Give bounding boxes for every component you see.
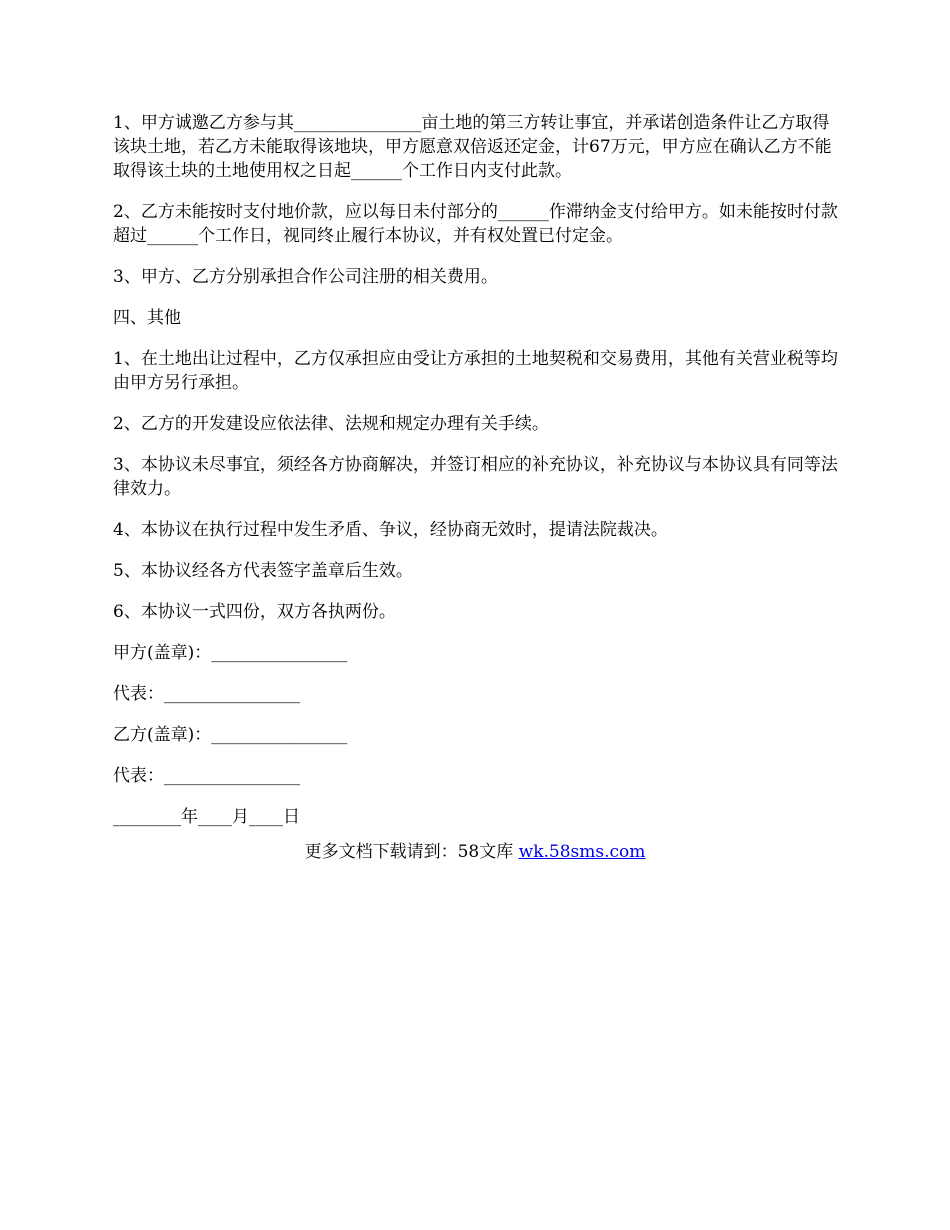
clause-1: 1、甲方诚邀乙方参与其_______________亩土地的第三方转让事宜，并承诺创造条件让乙方取得该块土地，若乙方未能取得该地块，甲方愿意双倍返还定金，计67万元，甲方应在确认乙方不能取得该土块的土地使用权之日起______个工作日内支付此款。 xyxy=(113,113,832,181)
document-body xyxy=(113,111,843,846)
other-clause-4: 4、本协议在执行过程中发生矛盾、争议，经协商无效时，提请法院裁决。 xyxy=(113,520,668,540)
clause-2: 2、乙方未能按时支付地价款，应以每日未付部分的______作滞纳金支付给甲方。如未能按时付款超过______个工作日，视同终止履行本协议，并有权处置已付定金。 xyxy=(113,202,838,246)
other-clause-3: 3、本协议未尽事宜，须经各方协商解决，并签订相应的补充协议，补充协议与本协议具有同等法律效力。 xyxy=(113,455,838,499)
party-b-representative-line: 代表：________________ xyxy=(113,766,300,786)
party-b-seal-line: 乙方(盖章)：________________ xyxy=(113,725,348,745)
party-a-representative-line: 代表：________________ xyxy=(113,684,300,704)
other-clause-5: 5、本协议经各方代表签字盖章后生效。 xyxy=(113,561,413,581)
clause-3: 3、甲方、乙方分别承担合作公司注册的相关费用。 xyxy=(113,267,498,287)
other-clause-2: 2、乙方的开发建设应依法律、法规和规定办理有关手续。 xyxy=(113,414,549,434)
footer-link[interactable]: wk.58sms.com xyxy=(518,842,646,862)
footer-text: 更多文档下载请到：58文库 xyxy=(304,842,519,862)
footer xyxy=(0,840,950,864)
party-a-seal-line: 甲方(盖章)：________________ xyxy=(113,643,348,663)
other-clause-6: 6、本协议一式四份，双方各执两份。 xyxy=(113,602,396,622)
section-heading-other: 四、其他 xyxy=(113,308,181,328)
date-line: ________年____月____日 xyxy=(113,807,300,827)
other-clause-1: 1、在土地出让过程中，乙方仅承担应由受让方承担的土地契税和交易费用，其他有关营业税等均由甲方另行承担。 xyxy=(113,349,838,393)
